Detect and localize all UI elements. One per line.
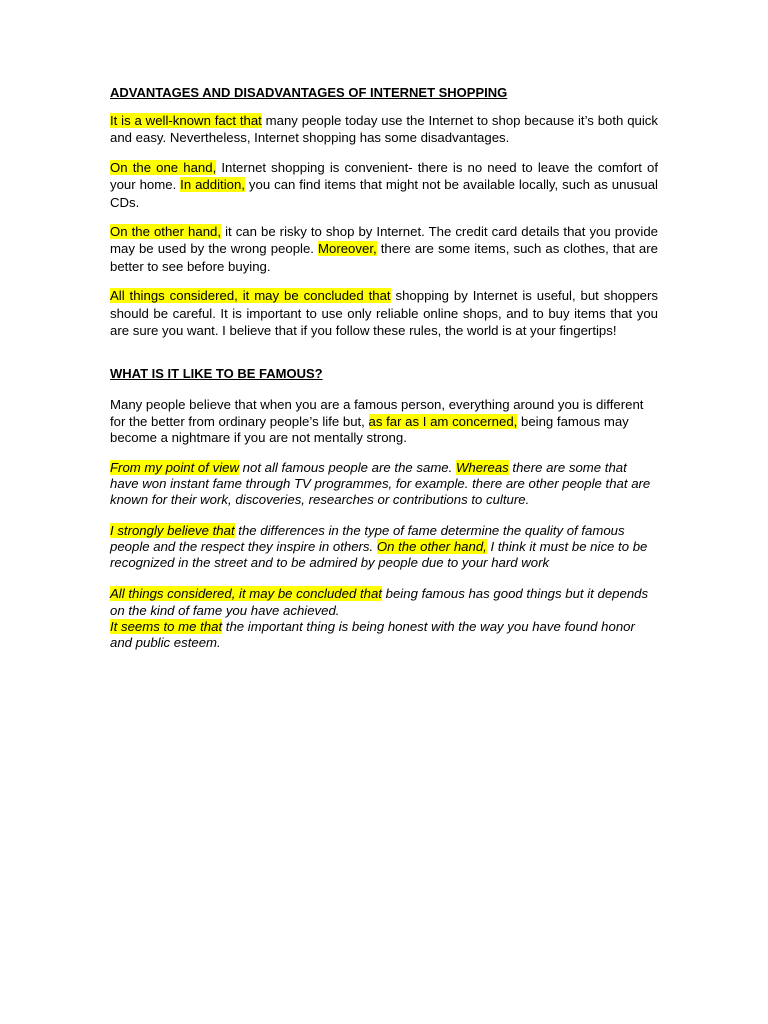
paragraph-text: shopping by Internet is useful, but shoppers should be careful. It is important to use only reliable online shops, and to buy items that you are sure you want. I believe that if you follow these rules, the world is at your fingertips! [110,288,658,339]
paragraph-text: it can be risky to shop by Internet. The credit card details that you provide may be used by the wrong people. [110,224,658,257]
highlighted-phrase: Moreover, [318,241,377,257]
highlighted-phrase: It seems to me that [110,618,223,634]
section-title-internet-shopping: ADVANTAGES AND DISADVANTAGES OF INTERNET SHOPPING [110,85,508,100]
highlighted-phrase: It is a well-known fact that [110,113,262,128]
paragraph-text: Internet shopping is convenient- there is no need to leave the comfort of your home. [110,159,658,193]
highlighted-phrase: On the other hand, [376,538,487,554]
paragraph-advantages [110,159,658,211]
document-page [110,84,658,651]
section-title-famous: WHAT IS IT LIKE TO BE FAMOUS? [110,366,323,382]
paragraph-famous-point-of-view [110,460,658,509]
highlighted-phrase: On the one hand, [110,159,217,175]
paragraph-text: being famous has good things but it depends on the kind of fame you have achieved. [110,586,649,618]
paragraph-famous-intro [110,397,658,446]
paragraph-text: I think it must be nice to be recognized in the street and to be admired by people due to your hard work [110,538,648,571]
paragraph-intro [110,112,658,147]
paragraph-famous-conclusion [110,586,658,651]
paragraph-famous-belief [110,523,658,572]
paragraph-text: you can find items that might not be available locally, such as unusual CDs. [110,177,658,210]
paragraph-text: Many people believe that when you are a famous person, everything around you is different for the better from ordinary people’s life but, [110,397,644,429]
highlighted-phrase: On the other hand, [110,224,222,240]
paragraph-disadvantages [110,223,658,275]
paragraph-text: the differences in the type of fame determine the quality of famous people and the respect they inspire in others. [110,522,625,554]
highlighted-phrase: From my point of view [110,460,239,476]
highlighted-phrase: All things considered, it may be concluded that [110,288,391,304]
paragraph-text: there are some items, such as clothes, that are better to see before buying. [110,241,658,274]
paragraph-text: not all famous people are the same. [238,460,456,476]
highlighted-phrase: I strongly believe that [110,522,235,538]
paragraph-text: the important thing is being honest with the way you have found honor and public esteem. [110,618,635,650]
highlighted-phrase: Whereas [455,460,509,476]
paragraph-conclusion [110,287,658,339]
highlighted-phrase: In addition, [180,177,245,193]
highlighted-phrase: All things considered, it may be concluded that [110,586,382,602]
highlighted-phrase: as far as I am concerned, [368,413,518,429]
paragraph-text: many people today use the Internet to shop because it’s both quick and easy. Nevertheless, Internet shopping has some disadvantages. [110,113,658,146]
paragraph-text: being famous may become a nightmare if you are not mentally strong. [110,413,629,445]
paragraph-text: there are some that have won instant fame through TV programmes, for example. there are other people that are known for their work, discoveries, researches or contributions to culture. [110,460,651,508]
